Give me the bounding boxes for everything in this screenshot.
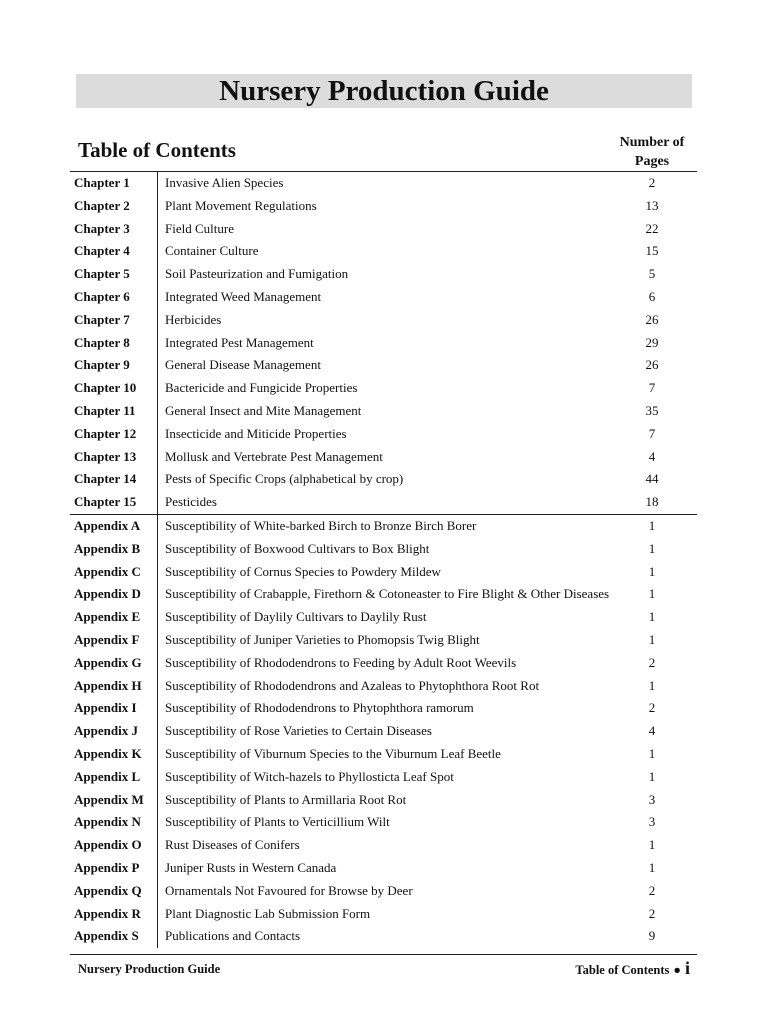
appendix-row-label: Appendix B xyxy=(74,540,141,556)
appendix-row-label: Appendix N xyxy=(74,814,141,830)
appendix-row-pages: 3 xyxy=(648,791,656,807)
appendix-row-pages: 1 xyxy=(648,563,656,579)
chapter-row-pages: 29 xyxy=(645,334,659,350)
chapter-row-label: Chapter 9 xyxy=(74,357,130,373)
appendix-row-title: Susceptibility of Plants to Verticillium Wilt xyxy=(165,814,390,830)
appendix-row-pages: 4 xyxy=(648,723,656,739)
appendix-row-pages: 2 xyxy=(648,700,656,716)
appendix-row-pages: 1 xyxy=(648,540,656,556)
chapter-row-pages: 13 xyxy=(645,197,659,213)
chapter-row xyxy=(70,446,697,469)
chapter-row-title: Invasive Alien Species xyxy=(165,175,284,190)
appendix-row-title: Susceptibility of Rhododendrons and Azaleas to Phytophthora Root Rot xyxy=(165,677,540,693)
chapter-row-title: Container Culture xyxy=(165,243,259,259)
appendix-row-title: Publications and Contacts xyxy=(165,928,301,944)
page-title: Nursery Production Guide xyxy=(219,75,549,107)
appendix-row-title: Susceptibility of White-barked Birch to Bronze Birch Borer xyxy=(165,517,477,533)
appendix-row-pages: 1 xyxy=(648,677,656,693)
chapter-row-title: Plant Movement Regulations xyxy=(165,197,317,213)
chapter-row-pages: 2 xyxy=(648,175,656,190)
appendix-row-pages: 1 xyxy=(648,631,656,647)
chapter-row xyxy=(70,423,697,446)
appendix-row xyxy=(70,629,697,652)
chapter-row xyxy=(70,263,697,286)
chapter-row-title: Bactericide and Fungicide Properties xyxy=(165,380,358,396)
appendix-row-title: Susceptibility of Plants to Armillaria Root Rot xyxy=(165,791,407,807)
bullet-icon: ● xyxy=(673,963,681,977)
chapter-row-title: General Insect and Mite Management xyxy=(165,402,362,418)
appendix-row xyxy=(70,675,697,698)
footer-rule xyxy=(70,954,697,955)
appendix-row-label: Appendix H xyxy=(74,677,142,693)
appendix-row-label: Appendix Q xyxy=(74,882,142,898)
chapter-row-label: Chapter 11 xyxy=(74,402,136,418)
appendix-row-label: Appendix S xyxy=(74,928,139,944)
chapter-row-label: Chapter 3 xyxy=(74,220,130,236)
chapter-row-pages: 7 xyxy=(648,425,656,441)
appendix-row-label: Appendix L xyxy=(74,768,141,784)
footer-doc-title: Nursery Production Guide xyxy=(78,962,221,976)
appendix-row xyxy=(70,720,697,743)
appendix-row xyxy=(70,880,697,903)
appendix-row-title: Susceptibility of Rhododendrons to Phytophthora ramorum xyxy=(165,700,474,716)
chapter-row-pages: 35 xyxy=(645,402,659,418)
appendix-row-label: Appendix F xyxy=(74,631,140,647)
chapter-row-title: Soil Pasteurization and Fumigation xyxy=(165,266,349,282)
chapter-row-label: Chapter 12 xyxy=(74,425,137,441)
appendix-row-title: Plant Diagnostic Lab Submission Form xyxy=(165,905,371,921)
appendix-row-title: Susceptibility of Rose Varieties to Certain Diseases xyxy=(165,723,432,739)
chapter-row xyxy=(70,286,697,309)
chapter-row xyxy=(70,377,697,400)
chapter-row-label: Chapter 10 xyxy=(74,380,137,396)
chapter-row-label: Chapter 8 xyxy=(74,334,130,350)
toc-heading: Table of Contents xyxy=(78,138,236,162)
appendix-row-pages: 2 xyxy=(648,882,656,898)
appendix-row xyxy=(70,583,697,606)
chapter-row-label: Chapter 13 xyxy=(74,448,137,464)
chapter-row-title: Herbicides xyxy=(165,311,222,327)
appendix-row xyxy=(70,811,697,834)
appendix-row-title: Susceptibility of Daylily Cultivars to Daylily Rust xyxy=(165,609,427,625)
appendix-row-pages: 1 xyxy=(648,837,656,853)
chapter-row-pages: 4 xyxy=(648,448,656,464)
chapter-row-pages: 6 xyxy=(648,288,656,304)
appendix-row-label: Appendix J xyxy=(74,723,138,739)
appendix-row-pages: 1 xyxy=(648,586,656,602)
chapter-row xyxy=(70,468,697,491)
chapter-row-title: Integrated Weed Management xyxy=(165,288,322,304)
appendix-row xyxy=(70,561,697,584)
appendix-row-title: Ornamentals Not Favoured for Browse by Deer xyxy=(165,882,413,898)
chapter-row xyxy=(70,354,697,377)
appendix-row-label: Appendix M xyxy=(74,791,144,807)
chapter-row-pages: 26 xyxy=(645,311,659,327)
appendix-row-label: Appendix D xyxy=(74,586,141,602)
appendix-row-label: Appendix R xyxy=(74,905,141,921)
chapter-row-pages: 18 xyxy=(645,494,659,510)
chapter-row-label: Chapter 2 xyxy=(74,197,130,213)
chapter-row xyxy=(70,332,697,355)
appendix-row-pages: 2 xyxy=(648,905,656,921)
chapter-row-pages: 15 xyxy=(645,243,659,259)
appendix-row-title: Susceptibility of Rhododendrons to Feeding by Adult Root Weevils xyxy=(165,654,517,670)
appendix-row-pages: 2 xyxy=(648,654,656,670)
appendix-row-title: Susceptibility of Boxwood Cultivars to Box Blight xyxy=(165,540,430,556)
footer-page-number: i xyxy=(684,958,690,978)
chapter-row-label: Chapter 7 xyxy=(74,311,130,327)
chapter-row xyxy=(70,218,697,241)
chapter-row-pages: 44 xyxy=(645,471,659,487)
appendix-row-title: Susceptibility of Witch-hazels to Phyllosticta Leaf Spot xyxy=(165,768,454,784)
chapter-row xyxy=(70,491,697,514)
appendix-row xyxy=(70,652,697,675)
chapter-row-title: Pesticides xyxy=(165,494,217,510)
appendix-row-title: Susceptibility of Crabapple, Firethorn & Cotoneaster to Fire Blight & Other Diseases xyxy=(165,586,610,602)
appendix-row-label: Appendix K xyxy=(74,745,142,761)
chapter-row-title: Pests of Specific Crops (alphabetical by crop) xyxy=(165,471,404,487)
appendix-row xyxy=(70,538,697,561)
appendix-row xyxy=(70,515,697,538)
appendix-row-pages: 1 xyxy=(648,609,656,625)
chapter-row-label: Chapter 14 xyxy=(74,471,137,487)
chapter-row xyxy=(70,309,697,332)
chapter-row-title: Mollusk and Vertebrate Pest Management xyxy=(165,448,383,464)
appendix-row xyxy=(70,903,697,926)
chapters-section xyxy=(70,172,697,514)
appendix-row-label: Appendix A xyxy=(74,517,141,533)
appendix-row-title: Juniper Rusts in Western Canada xyxy=(165,859,337,875)
appendix-row-pages: 1 xyxy=(648,859,656,875)
appendix-row-label: Appendix E xyxy=(74,609,141,625)
appendix-row-title: Susceptibility of Juniper Varieties to Phomopsis Twig Blight xyxy=(165,631,480,647)
chapter-row-label: Chapter 5 xyxy=(74,266,130,282)
pages-column-header: Number of Pages xyxy=(619,135,685,169)
chapter-row-label: Chapter 15 xyxy=(74,494,137,510)
appendix-row-label: Appendix O xyxy=(74,837,142,853)
appendix-row xyxy=(70,857,697,880)
appendix-row xyxy=(70,766,697,789)
appendix-row xyxy=(70,834,697,857)
chapter-row-title: Insecticide and Miticide Properties xyxy=(165,425,347,441)
appendix-row xyxy=(70,789,697,812)
chapter-row-title: General Disease Management xyxy=(165,357,321,373)
appendix-row-title: Susceptibility of Cornus Species to Powdery Mildew xyxy=(165,563,441,579)
appendix-row xyxy=(70,743,697,766)
appendix-row xyxy=(70,697,697,720)
appendix-row-pages: 1 xyxy=(648,745,656,761)
appendix-row xyxy=(70,925,697,948)
chapter-row xyxy=(70,172,697,195)
chapter-row-pages: 22 xyxy=(645,220,659,236)
appendix-row-pages: 1 xyxy=(648,768,656,784)
appendix-row-title: Susceptibility of Viburnum Species to the Viburnum Leaf Beetle xyxy=(165,745,501,761)
chapter-row-pages: 7 xyxy=(648,380,656,396)
appendix-row-label: Appendix C xyxy=(74,563,141,579)
chapter-row-pages: 5 xyxy=(648,266,656,282)
appendix-row-pages: 9 xyxy=(648,928,656,944)
appendix-row-title: Rust Diseases of Conifers xyxy=(165,837,300,853)
chapter-row-label: Chapter 6 xyxy=(74,288,130,304)
chapter-row xyxy=(70,195,697,218)
chapter-row-label: Chapter 4 xyxy=(74,243,130,259)
chapter-row-title: Integrated Pest Management xyxy=(165,334,314,350)
appendices-section xyxy=(70,515,697,948)
chapter-row xyxy=(70,400,697,423)
footer-section-label: Table of Contents xyxy=(575,963,670,977)
chapter-row xyxy=(70,240,697,263)
title-bar xyxy=(76,74,692,108)
footer-section xyxy=(575,958,690,979)
chapter-row-label: Chapter 1 xyxy=(74,175,130,190)
appendix-row-label: Appendix P xyxy=(74,859,140,875)
appendix-row-pages: 1 xyxy=(648,517,656,533)
chapter-row-pages: 26 xyxy=(645,357,659,373)
appendix-row-label: Appendix I xyxy=(74,700,137,716)
appendix-row-label: Appendix G xyxy=(74,654,142,670)
appendix-row xyxy=(70,606,697,629)
toc-table xyxy=(70,171,697,948)
chapter-row-title: Field Culture xyxy=(165,220,234,236)
appendix-row-pages: 3 xyxy=(648,814,656,830)
